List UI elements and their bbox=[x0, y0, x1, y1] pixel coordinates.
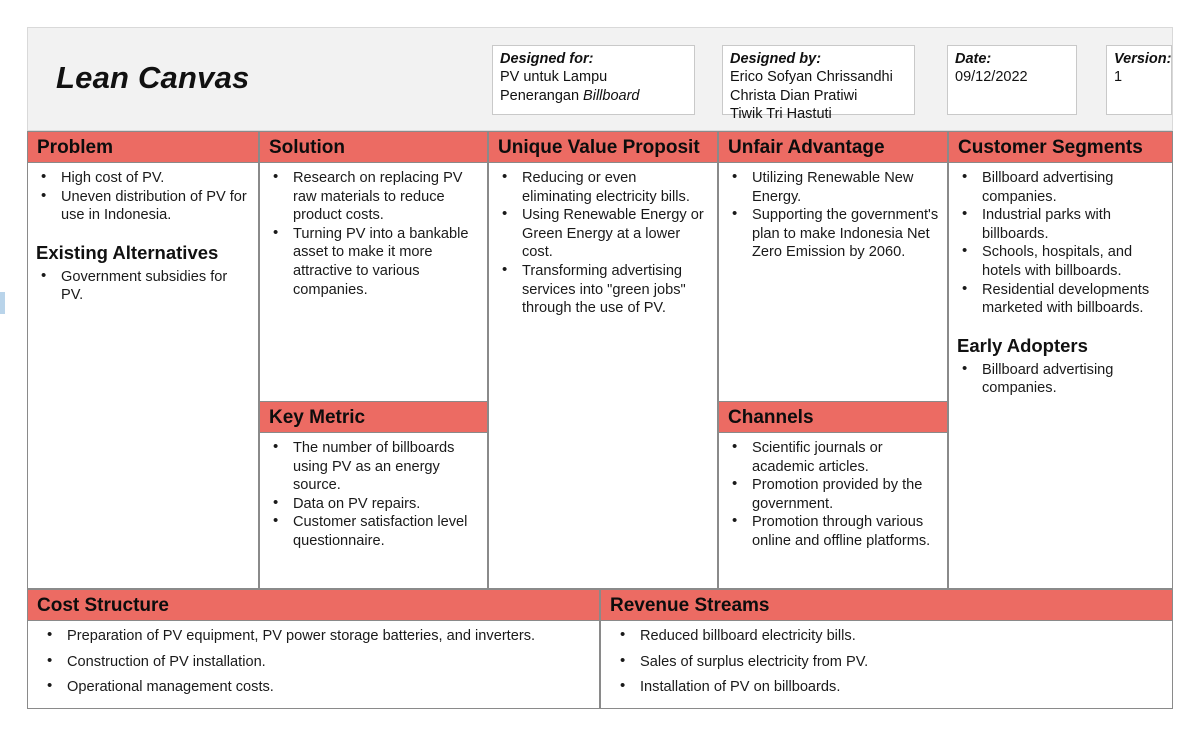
unique-value-proposition-list bbox=[495, 169, 709, 318]
block-revenue-streams-body bbox=[601, 621, 1172, 710]
list-item: • Uneven distribution of PV for use in Indonesia. bbox=[34, 188, 250, 225]
block-key-metric-header: Key Metric bbox=[260, 402, 487, 433]
block-problem-header: Problem bbox=[28, 132, 258, 163]
list-item: • Construction of PV installation. bbox=[34, 653, 591, 672]
block-revenue-streams[interactable] bbox=[600, 589, 1173, 709]
edge-artifact bbox=[0, 292, 5, 314]
version-value: 1 bbox=[1114, 69, 1123, 85]
designed-for-value-line2 bbox=[500, 87, 688, 106]
designed-for-label: Designed for: bbox=[500, 51, 594, 67]
list-item: • The number of billboards using PV as an energy source. bbox=[266, 439, 479, 495]
block-cost-structure[interactable] bbox=[27, 589, 600, 709]
block-unique-value-proposition-header: Unique Value Proposit bbox=[489, 132, 717, 163]
existing-alternatives-list bbox=[34, 268, 250, 305]
block-channels[interactable] bbox=[718, 402, 948, 589]
list-item: • Research on replacing PV raw materials to reduce product costs. bbox=[266, 169, 479, 225]
designed-by-label: Designed by: bbox=[730, 51, 822, 67]
cost-structure-list bbox=[34, 627, 591, 697]
list-item: • Using Renewable Energy or Green Energy at a lower cost. bbox=[495, 206, 709, 262]
channels-list bbox=[725, 439, 939, 551]
list-item: • Industrial parks with billboards. bbox=[955, 206, 1164, 243]
block-unique-value-proposition-body bbox=[489, 163, 717, 324]
designed-for-value-plain: Penerangan bbox=[500, 87, 584, 104]
early-adopters-list bbox=[955, 361, 1164, 398]
block-solution[interactable] bbox=[259, 131, 488, 402]
designed-by-name-3: Tiwik Tri Hastuti bbox=[730, 106, 832, 122]
block-unfair-advantage-header: Unfair Advantage bbox=[719, 132, 947, 163]
block-channels-header: Channels bbox=[719, 402, 947, 433]
list-item: • Promotion through various online and offline platforms. bbox=[725, 513, 939, 550]
block-unfair-advantage-body bbox=[719, 163, 947, 268]
list-item: • Government subsidies for PV. bbox=[34, 268, 250, 305]
list-item: • Reduced billboard electricity bills. bbox=[607, 627, 1164, 646]
canvas-header-band bbox=[27, 27, 1173, 131]
list-item: • Operational management costs. bbox=[34, 678, 591, 697]
version-box[interactable] bbox=[1106, 45, 1172, 115]
solution-list bbox=[266, 169, 479, 299]
block-channels-body bbox=[719, 433, 947, 557]
block-customer-segments-body bbox=[949, 163, 1172, 404]
list-item: • Transforming advertising services into "green jobs" through the use of PV. bbox=[495, 262, 709, 318]
list-item: • Supporting the government's plan to make Indonesia Net Zero Emission by 2060. bbox=[725, 206, 939, 262]
designed-for-value-italic: Billboard bbox=[583, 87, 640, 104]
block-unfair-advantage[interactable] bbox=[718, 131, 948, 402]
block-customer-segments-header: Customer Segments bbox=[949, 132, 1172, 163]
list-item: • Customer satisfaction level questionnaire. bbox=[266, 513, 479, 550]
block-revenue-streams-header: Revenue Streams bbox=[601, 590, 1172, 621]
list-item: • Schools, hospitals, and hotels with billboards. bbox=[955, 243, 1164, 280]
block-solution-body bbox=[260, 163, 487, 305]
block-unique-value-proposition[interactable] bbox=[488, 131, 718, 589]
existing-alternatives-subheader: Existing Alternatives bbox=[36, 241, 219, 263]
block-key-metric-body bbox=[260, 433, 487, 557]
canvas-grid bbox=[27, 131, 1173, 709]
list-item: • Billboard advertising companies. bbox=[955, 361, 1164, 398]
list-item: • Billboard advertising companies. bbox=[955, 169, 1164, 206]
designed-by-box[interactable] bbox=[722, 45, 915, 122]
list-item: • Data on PV repairs. bbox=[266, 495, 479, 514]
designed-for-value-line1: PV untuk Lampu bbox=[500, 69, 608, 85]
problem-list bbox=[34, 169, 250, 225]
block-problem[interactable] bbox=[27, 131, 259, 589]
revenue-streams-list bbox=[607, 627, 1164, 697]
date-value: 09/12/2022 bbox=[955, 69, 1028, 85]
key-metric-list bbox=[266, 439, 479, 551]
block-problem-body bbox=[28, 163, 258, 311]
date-label: Date: bbox=[955, 51, 992, 67]
unfair-advantage-list bbox=[725, 169, 939, 262]
list-item: • Turning PV into a bankable asset to make it more attractive to various companies. bbox=[266, 225, 479, 299]
designed-by-name-1: Erico Sofyan Chrissandhi bbox=[730, 69, 893, 85]
early-adopters-subheader: Early Adopters bbox=[957, 334, 1088, 356]
lean-canvas bbox=[27, 27, 1173, 709]
list-item: • Installation of PV on billboards. bbox=[607, 678, 1164, 697]
list-item: • Utilizing Renewable New Energy. bbox=[725, 169, 939, 206]
date-box[interactable] bbox=[947, 45, 1077, 115]
list-item: • Scientific journals or academic articles. bbox=[725, 439, 939, 476]
designed-for-box[interactable] bbox=[492, 45, 695, 115]
list-item: • Reducing or even eliminating electricity bills. bbox=[495, 169, 709, 206]
list-item: • High cost of PV. bbox=[34, 169, 250, 188]
block-cost-structure-header: Cost Structure bbox=[28, 590, 599, 621]
version-label: Version: bbox=[1114, 51, 1172, 67]
designed-by-name-2: Christa Dian Pratiwi bbox=[730, 87, 858, 104]
block-customer-segments[interactable] bbox=[948, 131, 1173, 589]
list-item: • Residential developments marketed with billboards. bbox=[955, 281, 1164, 318]
block-cost-structure-body bbox=[28, 621, 599, 710]
customer-segments-list bbox=[955, 169, 1164, 318]
page-title: Lean Canvas bbox=[56, 60, 250, 95]
list-item: • Sales of surplus electricity from PV. bbox=[607, 653, 1164, 672]
list-item: • Preparation of PV equipment, PV power storage batteries, and inverters. bbox=[34, 627, 591, 646]
block-solution-header: Solution bbox=[260, 132, 487, 163]
list-item: • Promotion provided by the government. bbox=[725, 476, 939, 513]
block-key-metric[interactable] bbox=[259, 402, 488, 589]
